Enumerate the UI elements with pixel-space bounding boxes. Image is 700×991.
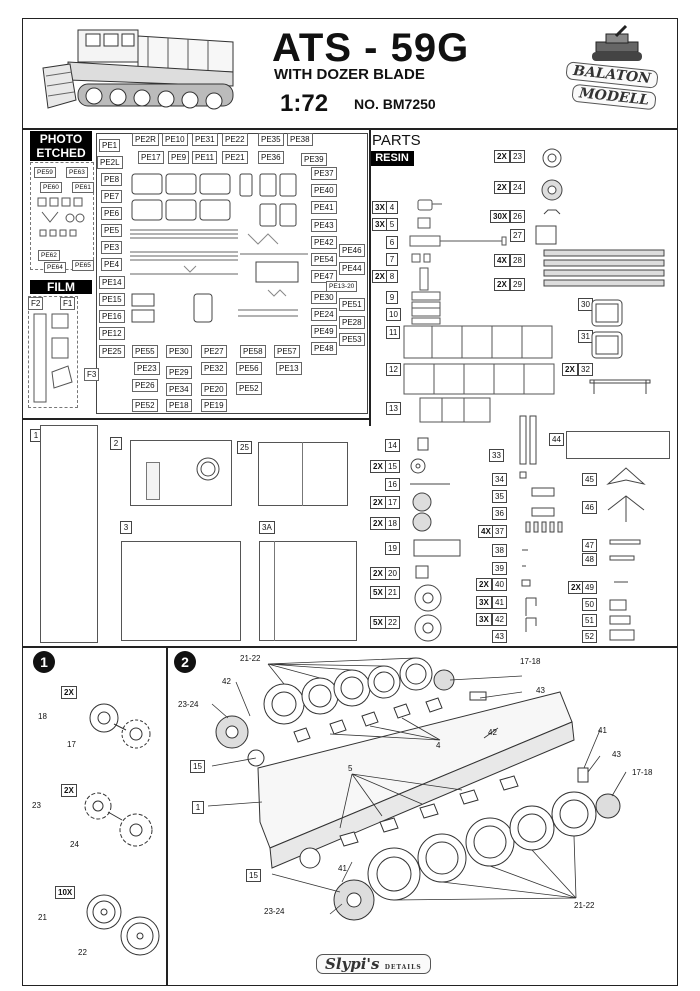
qty-label: 30X xyxy=(490,210,510,223)
pe-label: PE55 xyxy=(132,345,158,358)
part-number: 11 xyxy=(386,326,400,339)
pe-label: PE13 xyxy=(276,362,302,375)
qty-label: 2X xyxy=(61,784,77,797)
part-number: 26 xyxy=(510,210,525,223)
part-number: 22 xyxy=(385,616,400,629)
pe-label: PE1 xyxy=(99,139,120,152)
qty-label: 2X xyxy=(370,496,386,509)
part-number: 50 xyxy=(582,598,597,611)
kit-subtitle: WITH DOZER BLADE xyxy=(274,66,425,83)
part-number: 47 xyxy=(582,539,597,552)
pe-label: PE15 xyxy=(99,293,125,306)
part-number: 42 xyxy=(492,613,507,626)
part-number: 36 xyxy=(492,507,507,520)
pe-label: PE58 xyxy=(240,345,266,358)
pe-label: PE36 xyxy=(258,151,284,164)
pe-label: PE47 xyxy=(311,270,337,283)
pe-label: PE57 xyxy=(274,345,300,358)
kit-scale: 1:72 xyxy=(280,90,329,117)
pe-label: PE32 xyxy=(201,362,227,375)
part-callout: 22 xyxy=(78,948,87,957)
vehicle-illustration xyxy=(38,24,243,124)
part-number: 38 xyxy=(492,544,507,557)
pe-label: PE52 xyxy=(132,399,158,412)
road-wheel-icon xyxy=(84,892,162,958)
qty-label: 2X xyxy=(370,517,386,530)
pe-label: PE40 xyxy=(311,184,337,197)
step-1-number: 1 xyxy=(33,651,55,673)
part-callout: 15 xyxy=(190,760,205,773)
panel-3a-fold xyxy=(274,541,275,641)
part-callout: 17-18 xyxy=(520,657,541,666)
section-divider xyxy=(22,418,369,420)
panel-25 xyxy=(258,442,348,506)
part-number: 12 xyxy=(386,363,401,376)
pe-label: PE24 xyxy=(311,308,337,321)
pe-label: PE21 xyxy=(222,151,248,164)
part-callout: 42 xyxy=(488,728,497,737)
panel-number: 3A xyxy=(259,521,275,534)
part-callout: 23-24 xyxy=(178,700,199,709)
pe-label: PE31 xyxy=(192,133,218,146)
part-number: 6 xyxy=(386,236,398,249)
catalog-number: NO. BM7250 xyxy=(354,96,436,112)
pe-label: PE7 xyxy=(101,190,122,203)
qty-label: 10X xyxy=(55,886,75,899)
part-number: 41 xyxy=(492,596,507,609)
part-number: 16 xyxy=(385,478,400,491)
pe-label: PE53 xyxy=(339,333,365,346)
part-callout: 41 xyxy=(338,864,347,873)
pe-label: PE20 xyxy=(201,383,227,396)
panel-2-round-hatch xyxy=(195,456,221,482)
film-label: F2 xyxy=(28,297,43,310)
pe-label: PE38 xyxy=(287,133,313,146)
pe-label: PE30 xyxy=(166,345,192,358)
part-number: 39 xyxy=(492,562,507,575)
step-2-number: 2 xyxy=(174,651,196,673)
panel-number: 3 xyxy=(120,521,132,534)
pe-label: PE44 xyxy=(339,262,365,275)
panel-number: 25 xyxy=(237,441,252,454)
part-number: 40 xyxy=(492,578,507,591)
qty-label: 2X xyxy=(61,686,77,699)
part-number: 13 xyxy=(386,402,401,415)
part-callout: 41 xyxy=(598,726,607,735)
part-number: 29 xyxy=(510,278,525,291)
pe-label: PE25 xyxy=(99,345,125,358)
pe-label: PE9 xyxy=(168,151,189,164)
footer-logo-name: Slypi's xyxy=(325,955,380,973)
pe-label: PE42 xyxy=(311,236,337,249)
pe-label: PE11 xyxy=(192,151,217,164)
part-number: 17 xyxy=(385,496,400,509)
pe-label: PE61 xyxy=(72,182,94,193)
pe-label: PE65 xyxy=(72,260,94,271)
part-callout: 23 xyxy=(32,801,41,810)
parts-47-52-drawing xyxy=(604,534,650,644)
pe-label: PE46 xyxy=(339,244,365,257)
pe-label: PE49 xyxy=(311,325,337,338)
tank-icon xyxy=(586,26,648,66)
panel-1 xyxy=(40,425,98,643)
part-number: 51 xyxy=(582,614,597,627)
part-44-blade xyxy=(566,431,670,459)
pe-label: PE2L xyxy=(97,156,123,169)
part-number: 33 xyxy=(489,449,504,462)
pe-label: PE37 xyxy=(311,167,337,180)
pe-label: PE56 xyxy=(236,362,262,375)
panel-2-hatch xyxy=(146,462,160,500)
sprocket-icon xyxy=(80,790,160,852)
pe-label: PE5 xyxy=(101,224,122,237)
part-number: 18 xyxy=(385,517,400,530)
pe-label: PE59 xyxy=(34,167,56,178)
part-number: 48 xyxy=(582,553,597,566)
qty-label: 3X xyxy=(476,613,492,626)
qty-label: 3X xyxy=(372,201,388,214)
footer-logo xyxy=(316,954,431,974)
qty-label: 2X xyxy=(494,278,510,291)
qty-label: 2X xyxy=(562,363,578,376)
part-number: 10 xyxy=(386,308,401,321)
part-number: 37 xyxy=(492,525,507,538)
part-number: 27 xyxy=(510,229,525,242)
part-callout: 18 xyxy=(38,712,47,721)
pe-label: PE12 xyxy=(99,327,125,340)
part-callout: 5 xyxy=(348,764,353,773)
kit-title: ATS - 59G xyxy=(272,26,470,70)
part-number: 45 xyxy=(582,473,597,486)
pe-label: PE14 xyxy=(99,276,125,289)
pe-label: PE16 xyxy=(99,310,125,323)
part-number: 52 xyxy=(582,630,597,643)
pe-label: PE51 xyxy=(339,298,365,311)
pe-label: PE63 xyxy=(66,167,88,178)
part-number: 15 xyxy=(385,460,400,473)
brand-logo-bottom: MODELL xyxy=(571,84,657,111)
qty-label: 5X xyxy=(370,616,386,629)
part-number: 28 xyxy=(510,254,525,267)
pe-label: PE64 xyxy=(44,262,66,273)
part-number: 35 xyxy=(492,490,507,503)
header-divider xyxy=(22,128,678,130)
part-number: 44 xyxy=(549,433,564,446)
part-callout: 17-18 xyxy=(632,768,653,777)
brand-logo-top: BALATON xyxy=(565,61,658,89)
part-number: 30 xyxy=(578,298,593,311)
pe-label: PE27 xyxy=(201,345,227,358)
part-number: 8 xyxy=(386,270,398,283)
qty-label: 4X xyxy=(478,525,494,538)
photo-etched-heading: PHOTO ETCHED xyxy=(30,131,92,161)
middle-parts-drawing-2 xyxy=(512,412,572,644)
qty-label: 2X xyxy=(476,578,492,591)
part-number: 24 xyxy=(510,181,525,194)
qty-label: 5X xyxy=(370,586,386,599)
part-number: 4 xyxy=(386,201,398,214)
pe-label: PE10 xyxy=(162,133,188,146)
part-number: 23 xyxy=(510,150,525,163)
sprocket-icon xyxy=(86,700,156,752)
pe-fret-drawing xyxy=(128,170,328,340)
qty-label: 2X xyxy=(372,270,388,283)
section-divider xyxy=(166,646,168,986)
pe-label: PE54 xyxy=(311,253,337,266)
part-callout: 42 xyxy=(222,677,231,686)
film-label: F3 xyxy=(84,368,99,381)
qty-label: 2X xyxy=(370,567,386,580)
part-callout: 17 xyxy=(67,740,76,749)
panel-number: 2 xyxy=(110,437,122,450)
part-number: 21 xyxy=(385,586,400,599)
part-number: 9 xyxy=(386,291,398,304)
part-number: 31 xyxy=(578,330,593,343)
pe-label: PE26 xyxy=(132,379,158,392)
pe-label: PE17 xyxy=(138,151,164,164)
part-callout: 43 xyxy=(536,686,545,695)
qty-label: 2X xyxy=(370,460,386,473)
section-divider xyxy=(369,128,371,426)
part-number: 7 xyxy=(386,253,398,266)
pe-label: PE41 xyxy=(311,201,337,214)
pe-label: PE60 xyxy=(40,182,62,193)
part-number: 34 xyxy=(492,473,507,486)
panel-25-fold xyxy=(302,442,303,506)
footer-logo-tag: DETAILS xyxy=(384,964,422,971)
pe-label: PE18 xyxy=(166,399,192,412)
part-callout: 24 xyxy=(70,840,79,849)
part-number: 46 xyxy=(582,501,597,514)
pe-label: PE19 xyxy=(201,399,227,412)
panel-number: 1 xyxy=(30,429,42,442)
pe-label: PE28 xyxy=(339,316,365,329)
pe-label: PE35 xyxy=(258,133,284,146)
qty-label: 2X xyxy=(494,181,510,194)
pe-label: PE34 xyxy=(166,383,192,396)
parts-45-46-drawing xyxy=(604,466,650,524)
film-label: F1 xyxy=(60,297,75,310)
pe-label: PE6 xyxy=(101,207,122,220)
qty-label: 3X xyxy=(372,218,388,231)
pe-label: PE48 xyxy=(311,342,337,355)
section-divider xyxy=(22,646,678,648)
middle-parts-drawing xyxy=(404,434,468,644)
pe-label: PE52 xyxy=(236,382,262,395)
pe-label: PE23 xyxy=(134,362,160,375)
part-callout: 21 xyxy=(38,913,47,922)
part-number: 5 xyxy=(386,218,398,231)
part-callout: 21-22 xyxy=(240,654,261,663)
qty-label: 2X xyxy=(568,581,584,594)
part-callout: 21-22 xyxy=(574,901,595,910)
pe-label: PE39 xyxy=(301,153,327,166)
qty-label: 3X xyxy=(476,596,492,609)
assembly-drawing xyxy=(180,652,670,978)
pe-label: PE30 xyxy=(311,291,337,304)
part-number: 14 xyxy=(385,439,400,452)
qty-label: 4X xyxy=(494,254,510,267)
small-fret-parts xyxy=(36,196,90,248)
part-number: 49 xyxy=(582,581,597,594)
pe-label: PE3 xyxy=(101,241,122,254)
part-callout: 4 xyxy=(436,741,441,750)
part-number: 43 xyxy=(492,630,507,643)
film-parts xyxy=(32,310,76,406)
parts-heading: PARTS xyxy=(372,132,421,149)
pe-label: PE2R xyxy=(132,133,159,146)
part-callout: 15 xyxy=(246,869,261,882)
part-callout: 43 xyxy=(612,750,621,759)
pe-label: PE13-20 xyxy=(326,281,357,292)
film-heading: FILM xyxy=(30,280,92,294)
pe-label: PE62 xyxy=(38,250,60,261)
resin-heading: RESIN xyxy=(370,151,414,166)
pe-label: PE4 xyxy=(101,258,122,271)
part-callout: 1 xyxy=(192,801,204,814)
resin-parts-drawing-right xyxy=(530,146,670,396)
pe-label: PE8 xyxy=(101,173,122,186)
pe-label: PE43 xyxy=(311,219,337,232)
pe-label: PE29 xyxy=(166,366,192,379)
qty-label: 2X xyxy=(494,150,510,163)
part-number: 20 xyxy=(385,567,400,580)
part-number: 32 xyxy=(578,363,593,376)
part-number: 19 xyxy=(385,542,400,555)
part-callout: 23-24 xyxy=(264,907,285,916)
panel-3 xyxy=(121,541,241,641)
pe-label: PE22 xyxy=(222,133,248,146)
